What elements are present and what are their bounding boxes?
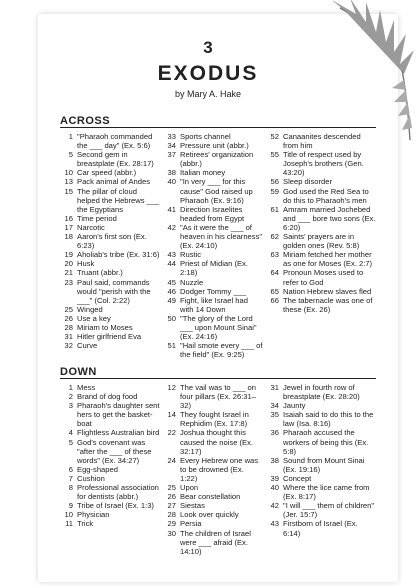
clue-text: Car speed (abbr.): [77, 168, 137, 178]
clue-text: Cushion: [77, 473, 105, 483]
clue-item: [163, 278, 263, 287]
clue-text: Miriam fetched her mother as one for Moses (Ex. 2:7): [283, 250, 373, 269]
clue-number: 28: [167, 510, 176, 520]
clue-item: [60, 259, 160, 268]
clue-number: 35: [270, 410, 279, 420]
clue-number: 13: [64, 177, 73, 187]
clue-text: Narcotic: [77, 222, 105, 232]
clue-text: "In very ___ for this cause" God raised up Pharaoh (Ex. 9:16): [180, 177, 253, 205]
clue-number: 66: [270, 295, 279, 305]
clue-number: 6: [68, 464, 73, 474]
clue-item: [266, 401, 376, 410]
clue-item: [60, 501, 160, 510]
clue-number: 24: [167, 455, 176, 465]
clue-text: Look over quickly: [180, 510, 239, 520]
clue-number: 64: [270, 268, 279, 278]
clue-item: [163, 168, 263, 177]
clue-number: 37: [167, 150, 176, 160]
clue-item: [163, 141, 263, 150]
clue-text: Pronoun Moses used to refer to God: [283, 268, 364, 287]
clue-text: Time period: [77, 213, 117, 223]
clue-number: 50: [167, 313, 176, 323]
across-heading: ACROSS: [60, 115, 111, 127]
clue-item: [266, 268, 376, 286]
clue-item: [163, 483, 263, 492]
clue-text: The tabernacle was one of these (Ex. 26): [283, 295, 373, 314]
clue-number: 31: [270, 383, 279, 392]
clue-text: "I will ___ them of children" (Jer. 15:7): [283, 501, 375, 520]
clue-text: Use a key: [77, 313, 111, 323]
clue-text: Miriam to Moses: [77, 322, 133, 332]
clue-number: 9: [68, 501, 73, 511]
clue-item: [60, 519, 160, 528]
clue-item: [163, 150, 263, 168]
across-col-3: [266, 132, 376, 314]
clue-text: Title of respect used by Joseph's brothers (Gen. 43:20): [283, 150, 364, 178]
clue-item: [60, 214, 160, 223]
clue-item: [163, 132, 263, 141]
clue-item: [60, 341, 160, 350]
clue-item: [60, 401, 160, 428]
clue-number: 22: [167, 428, 176, 438]
clue-number: 1: [68, 383, 73, 392]
clue-text: The children of Israel were ___ afraid (Ex. 14:10): [180, 528, 251, 556]
clue-item: [60, 465, 160, 474]
clue-text: The vail was to ___ on four pillars (Ex. 26:31–32): [180, 383, 256, 411]
chapter-number: 3: [203, 38, 213, 57]
clue-item: [163, 250, 263, 259]
across-col-1: [60, 132, 160, 350]
clue-number: 12: [167, 383, 176, 392]
clue-number: 45: [167, 277, 176, 287]
clue-text: The pillar of cloud helped the Hebrews ___ the Egyptians: [77, 186, 160, 214]
clue-item: [266, 296, 376, 314]
clue-item: [60, 428, 160, 437]
clue-number: 16: [64, 213, 73, 223]
clue-text: Nuzzle: [180, 277, 204, 287]
down-heading: DOWN: [60, 366, 97, 378]
clue-number: 40: [167, 177, 176, 187]
clue-number: 5: [68, 437, 73, 447]
clue-item: [60, 278, 160, 305]
clue-item: [163, 341, 263, 359]
clue-item: [163, 492, 263, 501]
clue-item: [60, 250, 160, 259]
clue-text: Hitler girlfriend Eva: [77, 332, 142, 342]
clue-text: "Hail smote every ___ of the field" (Ex. 9:25): [180, 341, 263, 360]
clue-text: Isaiah said to do this to the law (Isa. 8:16): [283, 410, 374, 429]
clue-text: Canaanites descended from him: [283, 132, 361, 151]
clue-text: Pharaoh accused the workers of being this (Ex. 5:8): [283, 428, 369, 456]
clue-item: [163, 529, 263, 556]
clue-text: Winged: [77, 304, 103, 314]
clue-text: Where the lice came from (Ex. 8:17): [283, 483, 370, 502]
clue-text: Curve: [77, 341, 98, 351]
clue-item: [60, 132, 160, 150]
clue-number: 62: [270, 232, 279, 242]
clue-number: 28: [64, 322, 73, 332]
clue-text: They fought Israel in Rephidim (Ex. 17:8): [180, 410, 249, 429]
clue-item: [163, 205, 263, 223]
clue-text: Truant (abbr.): [77, 268, 123, 278]
clue-number: 2: [68, 392, 73, 402]
clue-text: Professional association for dentists (abbr.): [77, 483, 159, 502]
clue-item: [60, 392, 160, 401]
clue-item: [163, 287, 263, 296]
clue-item: [60, 383, 160, 392]
clue-text: Every Hebrew one was to be drowned (Ex. 1:22): [180, 455, 259, 483]
clue-text: Priest of Midian (Ex. 2:18): [180, 259, 248, 278]
clue-item: [60, 323, 160, 332]
clue-item: [266, 132, 376, 150]
clue-text: Upon: [180, 483, 199, 493]
down-col-1: [60, 383, 160, 529]
clue-text: Physician: [77, 510, 110, 520]
clue-text: Amram married Jochebed and ___ bore two sons (Ex. 6:20): [283, 204, 376, 232]
clue-number: 18: [64, 232, 73, 242]
clue-item: [163, 259, 263, 277]
clue-item: [163, 501, 263, 510]
clue-item: [163, 177, 263, 204]
clue-item: [163, 410, 263, 428]
clue-number: 23: [64, 277, 73, 287]
clue-item: [266, 250, 376, 268]
clue-text: Sound from Mount Sinai (Ex. 19:16): [283, 455, 365, 474]
clue-item: [163, 456, 263, 483]
clue-item: [266, 456, 376, 474]
clue-text: Aholiab's tribe (Ex. 31:6): [77, 250, 160, 260]
clue-number: 25: [64, 304, 73, 314]
clue-number: 31: [64, 332, 73, 342]
clue-text: Dodger Tommy ___: [180, 286, 247, 296]
clue-number: 55: [270, 150, 279, 160]
clue-number: 46: [167, 286, 176, 296]
clue-number: 20: [64, 259, 73, 269]
clue-number: 63: [270, 250, 279, 260]
clue-item: [60, 483, 160, 501]
clue-number: 11: [65, 519, 73, 529]
clue-text: Pressure unit (abbr.): [180, 141, 249, 151]
clue-text: Saints' prayers are in golden ones (Rev. 5:8): [283, 232, 360, 251]
clue-item: [266, 483, 376, 501]
clue-item: [163, 383, 263, 410]
clue-number: 42: [270, 501, 279, 511]
clue-number: 1: [68, 132, 73, 141]
clue-item: [163, 296, 263, 314]
clue-item: [60, 268, 160, 277]
clue-number: 34: [270, 401, 279, 411]
clue-number: 29: [167, 519, 176, 529]
clue-item: [60, 168, 160, 177]
clue-number: 51: [167, 341, 176, 351]
clue-item: [266, 177, 376, 186]
clue-text: Trick: [77, 519, 94, 529]
clue-item: [60, 232, 160, 250]
clue-number: 41: [167, 204, 176, 214]
clue-text: Egg-shaped: [77, 464, 118, 474]
clue-text: "As it were the ___ of heaven in his clearness" (Ex. 24:10): [180, 222, 263, 251]
clue-number: 21: [64, 268, 73, 278]
clue-number: 3: [68, 401, 73, 411]
clue-number: 15: [64, 186, 73, 196]
clue-item: [163, 510, 263, 519]
clue-number: 39: [270, 473, 279, 483]
clue-number: 49: [167, 295, 176, 305]
clue-item: [163, 519, 263, 528]
clue-item: [266, 187, 376, 205]
clue-item: [60, 438, 160, 465]
clue-number: 25: [167, 483, 176, 493]
clue-text: God used the Red Sea to do this to Pharaoh's men: [283, 186, 369, 205]
clue-number: 52: [270, 132, 279, 141]
clue-number: 26: [167, 492, 176, 502]
clue-item: [266, 232, 376, 250]
clue-number: 36: [270, 428, 279, 438]
clue-number: 38: [270, 455, 279, 465]
clue-number: 43: [270, 519, 279, 529]
clue-text: Brand of dog food: [77, 392, 138, 402]
across-col-2: [163, 132, 263, 359]
clue-number: 10: [64, 510, 73, 520]
clue-item: [266, 205, 376, 232]
clue-number: 27: [167, 501, 176, 511]
clue-item: [60, 314, 160, 323]
author-byline: by Mary A. Hake: [174, 89, 242, 99]
clue-number: 65: [270, 286, 279, 296]
clue-item: [266, 501, 376, 519]
clue-number: 44: [167, 259, 176, 269]
clue-number: 34: [167, 141, 176, 151]
clue-number: 8: [68, 483, 73, 493]
clue-number: 26: [64, 313, 73, 323]
clue-number: 32: [64, 341, 73, 351]
clue-text: Siestas: [180, 501, 205, 511]
clue-item: [60, 187, 160, 214]
clue-number: 5: [68, 150, 73, 160]
clue-item: [60, 332, 160, 341]
clue-text: Italian money: [180, 168, 226, 178]
clue-text: Direction Israelites headed from Egypt: [180, 204, 245, 223]
clue-number: 56: [270, 177, 279, 187]
clue-text: God's covenant was "after the ___ of these words" (Ex. 34:27): [77, 437, 152, 465]
down-col-2: [163, 383, 263, 556]
clue-text: Rustic: [180, 250, 202, 260]
clue-item: [163, 223, 263, 250]
across-rule: [60, 127, 376, 128]
clue-item: [60, 150, 160, 168]
clue-number: 42: [167, 222, 176, 232]
clue-item: [266, 474, 376, 483]
clue-text: Retirees' organization (abbr.): [180, 150, 254, 169]
clue-text: Sports channel: [180, 132, 231, 141]
clue-text: Jaunty: [283, 401, 306, 411]
clue-item: [163, 314, 263, 341]
clue-text: Second gem in breastplate (Ex. 28:17): [77, 150, 154, 169]
clue-item: [266, 428, 376, 455]
clue-number: 10: [64, 168, 73, 178]
clue-text: Pharaoh's daughter sent hers to get the basket-boat: [77, 401, 160, 429]
clue-text: Fight, like Israel had with 14 Down: [180, 295, 248, 314]
clue-text: "The glory of the Lord ___ upon Mount Sinai" (Ex. 24:16): [180, 313, 257, 342]
clue-number: 61: [270, 204, 279, 214]
clue-text: Tribe of Israel (Ex. 1:3): [77, 501, 154, 511]
clue-text: Husk: [77, 259, 95, 269]
clue-text: Mess: [77, 383, 96, 392]
clue-item: [60, 305, 160, 314]
clue-text: "Pharaoh commanded the ___ day" (Ex. 5:6): [77, 132, 153, 151]
clue-item: [266, 287, 376, 296]
puzzle-title: EXODUS: [157, 62, 259, 85]
clue-item: [60, 177, 160, 186]
clue-number: 19: [64, 250, 73, 260]
clue-item: [60, 223, 160, 232]
clue-text: Jewel in fourth row of breastplate (Ex. 28:20): [283, 383, 360, 402]
clue-text: Firstborn of Israel (Ex. 6:14): [283, 519, 358, 538]
clue-item: [266, 519, 376, 537]
clue-number: 7: [68, 473, 73, 483]
clue-number: 40: [270, 483, 279, 493]
clue-number: 17: [64, 222, 73, 232]
clue-item: [60, 510, 160, 519]
clue-number: 30: [167, 528, 176, 538]
clue-item: [266, 383, 376, 401]
clue-number: 33: [167, 132, 176, 141]
clue-number: 4: [68, 428, 73, 438]
clue-text: Persia: [180, 519, 202, 529]
clue-text: Aaron's first son (Ex. 6:23): [77, 232, 147, 251]
clue-item: [266, 150, 376, 177]
clue-text: Flightless Australian bird: [77, 428, 160, 438]
down-col-3: [266, 383, 376, 538]
clue-item: [266, 410, 376, 428]
clue-number: 59: [270, 186, 279, 196]
clue-text: Joshua thought this caused the noise (Ex. 32:17): [180, 428, 254, 456]
clue-text: Pack animal of Andes: [77, 177, 151, 187]
down-rule: [60, 378, 376, 379]
clue-text: Sleep disorder: [283, 177, 332, 187]
clue-item: [163, 428, 263, 455]
clue-item: [60, 474, 160, 483]
clue-text: Concept: [283, 473, 312, 483]
clue-text: Nation Hebrew slaves fled: [283, 286, 372, 296]
clue-text: Paul said, commands would "perish with the ___" (Col. 2:22): [77, 277, 151, 305]
clue-number: 14: [167, 410, 176, 420]
clue-text: Bear constellation: [180, 492, 241, 502]
clue-number: 38: [167, 168, 176, 178]
clue-number: 43: [167, 250, 176, 260]
